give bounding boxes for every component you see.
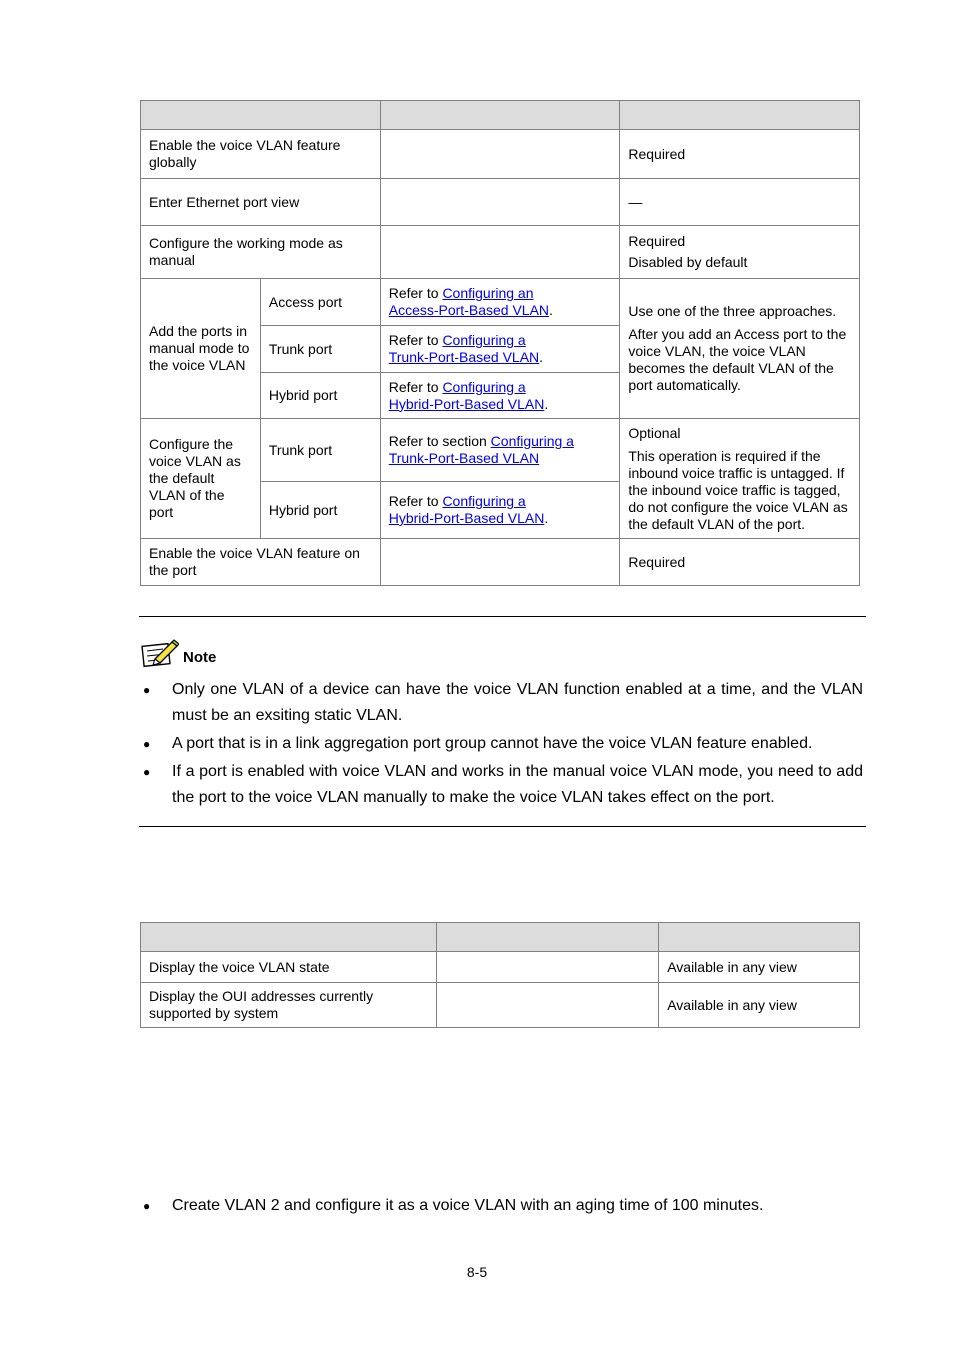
bullet-icon: ● bbox=[143, 1199, 151, 1213]
remarks-cell: — bbox=[620, 179, 860, 226]
port-type: Access port bbox=[260, 279, 380, 326]
note-pencil-icon bbox=[141, 637, 179, 669]
port-type: Trunk port bbox=[260, 419, 380, 482]
table-row bbox=[141, 130, 860, 179]
reference-link[interactable]: Hybrid-Port-Based VLAN bbox=[388, 395, 545, 412]
command-cell bbox=[380, 539, 620, 586]
list-item-text: If a port is enabled with voice VLAN and works in the manual voice VLAN mode, you need to add the port to the voice VLAN manually to make the voice VLAN takes effect on the port. bbox=[172, 763, 863, 806]
reference-link[interactable]: Configuring a bbox=[490, 433, 574, 449]
ref-prefix: Refer to bbox=[388, 378, 443, 395]
list-item bbox=[141, 759, 863, 811]
reference-link[interactable]: Configuring a bbox=[442, 332, 526, 348]
remarks-cell bbox=[620, 226, 860, 279]
page-number: 8-5 bbox=[466, 1264, 488, 1280]
remarks-line: This operation is required if the inbound voice traffic is untagged. If the inbound voice traffic is tagged, do not configure the voice VLAN as the default VLAN of the port. bbox=[628, 447, 848, 532]
note-bottom-rule bbox=[139, 826, 866, 827]
header-cell bbox=[141, 923, 437, 952]
port-type: Hybrid port bbox=[260, 482, 380, 539]
note-top-rule bbox=[139, 616, 866, 617]
row-label: Add the ports in manual mode to the voice VLAN bbox=[141, 279, 261, 419]
remarks-cell: Required bbox=[620, 539, 860, 586]
display-table bbox=[140, 922, 860, 1028]
bullet-icon: ● bbox=[143, 737, 151, 751]
list-item bbox=[141, 677, 863, 729]
row-label: Configure the voice VLAN as the default VLAN of the port bbox=[141, 419, 261, 539]
header-cell bbox=[659, 923, 860, 952]
reference-link[interactable]: Configuring an bbox=[442, 285, 534, 301]
row-label: Enable the voice VLAN feature on the port bbox=[141, 539, 381, 586]
table-header-row bbox=[141, 923, 860, 952]
table-row bbox=[141, 226, 860, 279]
list-item-text: Create VLAN 2 and configure it as a voice VLAN with an aging time of 100 minutes. bbox=[172, 1197, 764, 1214]
reference-link[interactable]: Hybrid-Port-Based VLAN bbox=[388, 510, 545, 526]
ref-prefix: Refer to bbox=[388, 332, 443, 348]
table-row bbox=[141, 952, 860, 983]
note-heading bbox=[141, 635, 216, 669]
header-cell bbox=[436, 923, 659, 952]
command-cell bbox=[380, 179, 620, 226]
remarks-line: Use one of the three approaches. bbox=[628, 303, 837, 319]
list-item-text: Only one VLAN of a device can have the voice VLAN function enabled at a time, and the VLAN must be an exsiting static VLAN. bbox=[172, 681, 863, 724]
command-cell bbox=[380, 226, 620, 279]
row-label: Enable the voice VLAN feature globally bbox=[141, 130, 381, 179]
ref-prefix: Refer to section bbox=[388, 433, 491, 449]
reference-cell bbox=[380, 326, 620, 373]
reference-cell bbox=[380, 373, 620, 419]
reference-cell bbox=[380, 419, 620, 482]
reference-link[interactable]: Configuring a bbox=[442, 378, 526, 395]
list-item-text: A port that is in a link aggregation port group cannot have the voice VLAN feature enabled. bbox=[172, 735, 813, 752]
ref-suffix: . bbox=[549, 302, 553, 318]
ref-suffix: . bbox=[544, 510, 549, 526]
ref-suffix: . bbox=[539, 349, 544, 365]
remarks-cell: Available in any view bbox=[659, 983, 860, 1028]
list-item bbox=[141, 1193, 863, 1219]
remarks-line: Disabled by default bbox=[628, 254, 748, 270]
command-cell bbox=[380, 130, 620, 179]
table-row bbox=[141, 539, 860, 586]
note-list bbox=[141, 677, 863, 813]
row-label: Configure the working mode as manual bbox=[141, 226, 381, 279]
config-table bbox=[140, 100, 860, 586]
row-label: Enter Ethernet port view bbox=[141, 179, 381, 226]
command-cell bbox=[436, 983, 659, 1028]
remarks-line: After you add an Access port to the voice VLAN, the voice VLAN becomes the default VLAN of the port automatically. bbox=[628, 326, 847, 393]
example-list bbox=[141, 1193, 863, 1221]
bullet-icon: ● bbox=[143, 765, 151, 779]
remarks-cell: Available in any view bbox=[659, 952, 860, 983]
bullet-icon: ● bbox=[143, 683, 151, 697]
remarks-cell: Required bbox=[620, 130, 860, 179]
header-cell bbox=[380, 101, 620, 130]
port-type: Trunk port bbox=[260, 326, 380, 373]
ref-suffix: . bbox=[544, 395, 549, 412]
remarks-line: Required bbox=[628, 233, 686, 249]
reference-link[interactable]: Trunk-Port-Based VLAN bbox=[388, 349, 540, 365]
row-label: Display the voice VLAN state bbox=[141, 952, 437, 983]
list-item bbox=[141, 731, 863, 757]
row-label: Display the OUI addresses currently supported by system bbox=[141, 983, 437, 1028]
table-row bbox=[141, 179, 860, 226]
reference-link[interactable]: Trunk-Port-Based VLAN bbox=[388, 450, 540, 466]
table-row bbox=[141, 419, 860, 482]
reference-link[interactable]: Access-Port-Based VLAN bbox=[388, 302, 550, 318]
reference-link[interactable]: Configuring a bbox=[442, 493, 526, 509]
remarks-cell bbox=[620, 279, 860, 419]
table-header-row bbox=[141, 101, 860, 130]
command-cell bbox=[436, 952, 659, 983]
ref-prefix: Refer to bbox=[388, 493, 443, 509]
remarks-cell bbox=[620, 419, 860, 539]
reference-cell bbox=[380, 279, 620, 326]
ref-prefix: Refer to bbox=[388, 285, 443, 301]
note-title: Note bbox=[183, 649, 217, 666]
remarks-line: Optional bbox=[628, 424, 681, 441]
table-row bbox=[141, 983, 860, 1028]
header-cell bbox=[620, 101, 860, 130]
table-row bbox=[141, 279, 860, 326]
header-cell bbox=[141, 101, 381, 130]
reference-cell bbox=[380, 482, 620, 539]
port-type: Hybrid port bbox=[260, 373, 380, 419]
